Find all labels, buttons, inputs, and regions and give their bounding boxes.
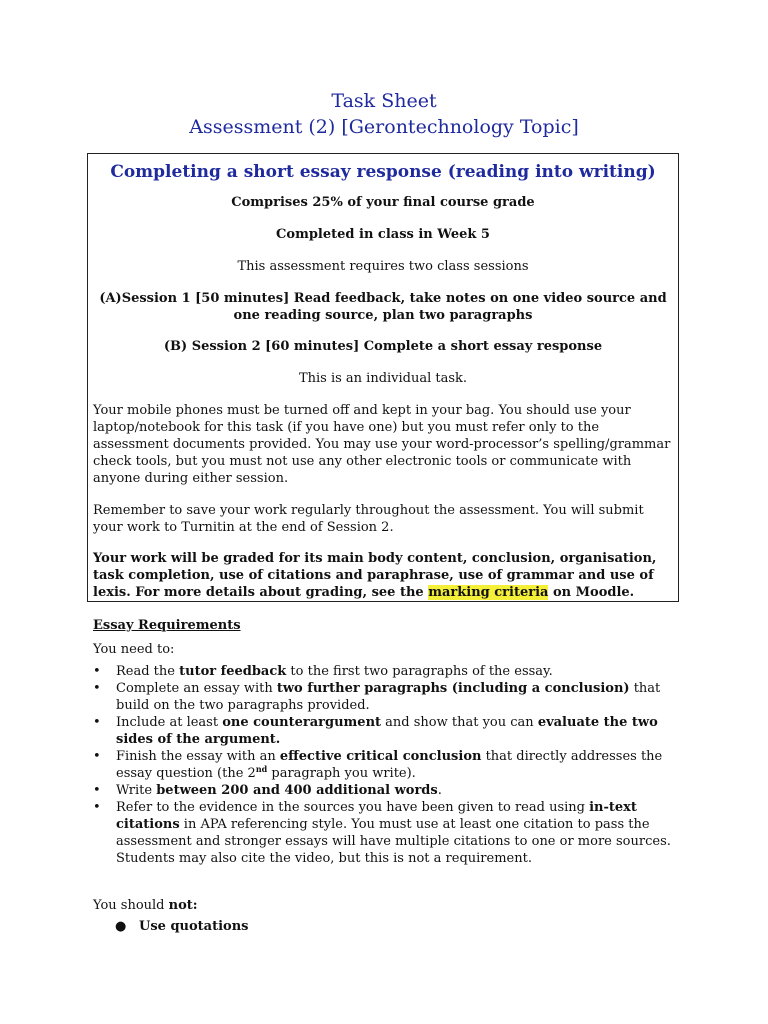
session-b-line: (B) Session 2 [60 minutes] Complete a short essay response bbox=[163, 339, 603, 354]
session-a-line: (A)Session 1 [50 minutes] Read feedback, take notes on one video source and one reading source, plan two paragraphs bbox=[99, 291, 667, 323]
should-not-text: You should bbox=[93, 898, 169, 913]
box-heading: Completing a short essay response (reading into writing) bbox=[110, 162, 656, 182]
phones-paragraph: Your mobile phones must be turned off and kept in your bag. You should use your laptop/notebook for this task (if you have one) but you must refer only to the assessment documents provided. You may use your word-processor’s spelling/grammar check tools, but you must not use any other electronic tools or communicate with anyone during either session. bbox=[93, 403, 671, 486]
requirements-list bbox=[93, 663, 683, 867]
item-text: Refer to the evidence in the sources you have been given to read using bbox=[116, 800, 590, 815]
item-text: that directly addresses the essay question (the 2 bbox=[116, 749, 663, 781]
item-bold: between 200 and 400 additional words bbox=[156, 783, 438, 798]
item-text: to the first two paragraphs of the essay. bbox=[286, 664, 553, 679]
list-item bbox=[93, 663, 683, 680]
bullet-icon: • bbox=[93, 664, 101, 679]
bullet-icon: ● bbox=[115, 919, 127, 934]
item-text: that build on the two paragraphs provided. bbox=[116, 681, 661, 713]
item-text: Complete an essay with bbox=[116, 681, 277, 696]
list-item bbox=[93, 714, 683, 748]
list-item bbox=[93, 748, 683, 782]
grade-weight-line: Comprises 25% of your final course grade bbox=[231, 195, 535, 210]
grading-text-end: on Moodle. bbox=[548, 585, 635, 600]
item-text: paragraph you write). bbox=[267, 766, 416, 781]
save-paragraph: Remember to save your work regularly throughout the assessment. You will submit your work to Turnitin at the end of Session 2. bbox=[93, 503, 644, 535]
item-bold: tutor feedback bbox=[179, 664, 287, 679]
item-text: in APA referencing style. You must use at least one citation to pass the assessment and stronger essays will have multiple citations to one or more sources. Students may also cite the video, but this is not a requirement. bbox=[116, 817, 671, 866]
item-superscript: nd bbox=[255, 763, 268, 774]
item-text: Write bbox=[116, 783, 157, 798]
grading-text: Your work will be graded for its main body content, conclusion, organisation, task completion, use of citations and paraphrase, use of grammar and use of lexis. For more details about grading, see the bbox=[93, 551, 657, 600]
list-item bbox=[93, 782, 683, 799]
page-subtitle: Assessment (2) [Gerontechnology Topic] bbox=[189, 116, 579, 138]
list-item bbox=[93, 799, 683, 867]
sessions-line: This assessment requires two class sessions bbox=[237, 259, 529, 274]
bullet-icon: • bbox=[93, 749, 101, 764]
week-line: Completed in class in Week 5 bbox=[276, 227, 490, 242]
item-text: . bbox=[437, 783, 442, 798]
item-text: Finish the essay with an bbox=[116, 749, 280, 764]
bullet-icon: • bbox=[93, 681, 101, 696]
item-text: and show that you can bbox=[381, 715, 538, 730]
essay-requirements-heading: Essay Requirements bbox=[93, 618, 241, 633]
item-bold: effective critical conclusion bbox=[279, 749, 482, 764]
item-text: Read the bbox=[116, 664, 180, 679]
page-title: Task Sheet bbox=[331, 90, 437, 112]
individual-task-line: This is an individual task. bbox=[298, 371, 468, 386]
item-bold: one counterargument bbox=[222, 715, 382, 730]
list-item bbox=[115, 918, 248, 935]
should-not-bold: not: bbox=[168, 898, 198, 913]
list-item bbox=[93, 680, 683, 714]
grading-paragraph bbox=[93, 550, 673, 601]
bullet-icon: • bbox=[93, 783, 101, 798]
bullet-icon: • bbox=[93, 715, 101, 730]
item-bold: in-text citations bbox=[116, 800, 637, 832]
item-text: Use quotations bbox=[139, 919, 249, 934]
assessment-info-box bbox=[87, 153, 679, 602]
you-need-to-line: You need to: bbox=[93, 642, 175, 657]
bullet-icon: • bbox=[93, 800, 101, 815]
should-not-line bbox=[93, 897, 198, 914]
item-bold: two further paragraphs (including a conclusion) bbox=[276, 681, 630, 696]
item-text: Include at least bbox=[116, 715, 223, 730]
item-bold: evaluate the two sides of the argument. bbox=[116, 715, 658, 747]
marking-criteria-link[interactable]: marking criteria bbox=[428, 585, 549, 600]
